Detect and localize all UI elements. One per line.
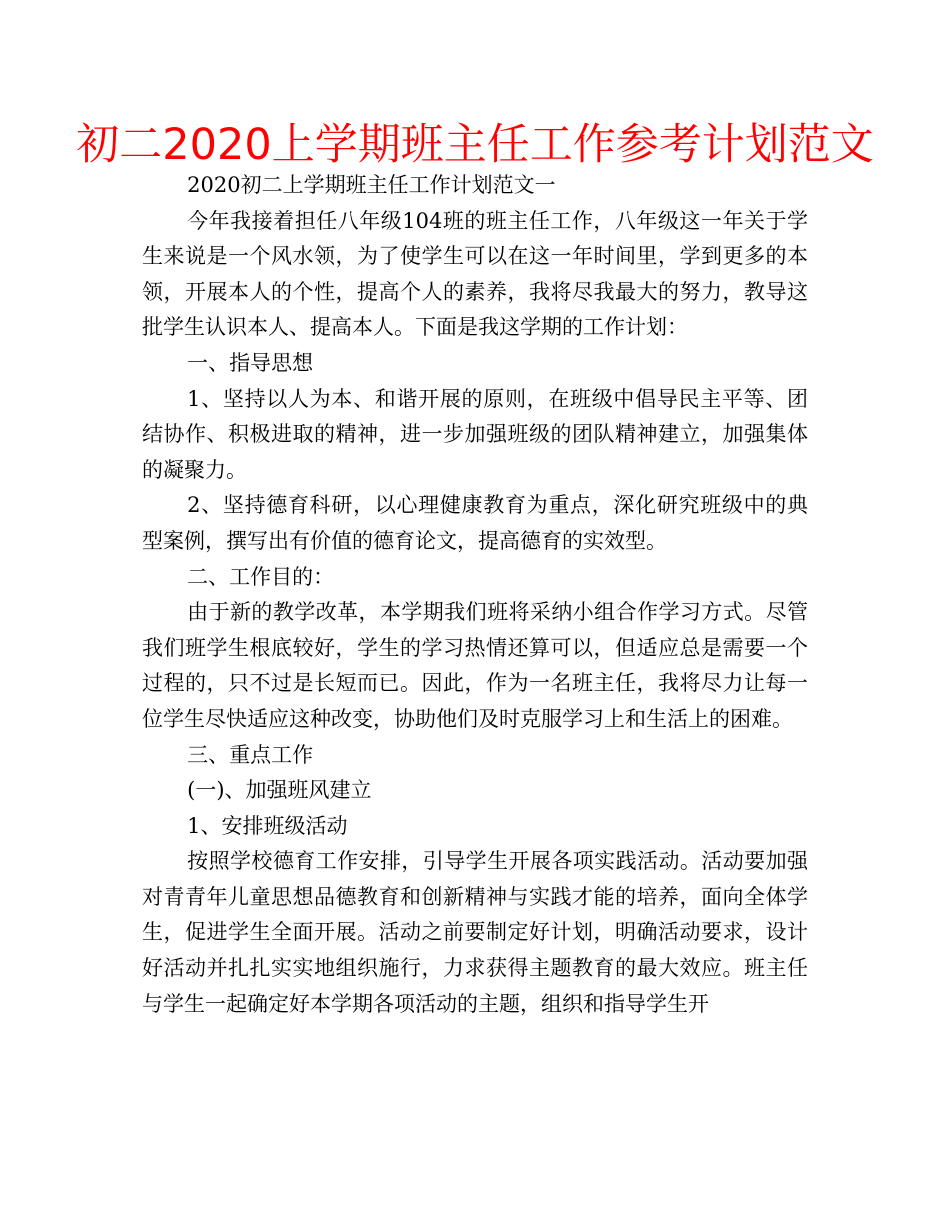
guiding-point-1: 1、坚持以人为本、和谐开展的原则，在班级中倡导民主平等、团结协作、积极进取的精神，进一步加强班级的团队精神建立，加强集体的凝聚力。 (142, 386, 808, 482)
subheading-class-style: (一)、加强班风建立 (187, 778, 372, 803)
subheading-class-activities: 1、安排班级活动 (187, 813, 348, 838)
work-goals-paragraph: 由于新的教学改革，本学期我们班将采纳小组合作学习方式。尽管我们班学生根底较好，学生的学习热情还算可以，但适应总是需要一个过程的，只不过是长短而已。因此，作为一名班主任，我将尽力让每一位学生尽快适应这种改变，协助他们及时克服学习上和生活上的困难。 (142, 600, 808, 731)
document-body (142, 168, 808, 1022)
heading-key-work: 三、重点工作 (187, 742, 314, 767)
heading-guiding-ideology: 一、指导思想 (187, 350, 314, 375)
section-subtitle: 2020初二上学期班主任工作计划范文一 (187, 173, 556, 197)
activities-paragraph: 按照学校德育工作安排，引导学生开展各项实践活动。活动要加强对青青年儿童思想品德教育和创新精神与实践才能的培养，面向全体学生，促进学生全面开展。活动之前要制定好计划，明确活动要求，设计好活动并扎扎实实地组织施行，力求获得主题教育的最大效应。班主任与学生一起确定好本学期各项活动的主题，组织和指导学生开 (142, 849, 808, 1016)
heading-work-goals: 二、工作目的： (187, 564, 335, 589)
intro-paragraph: 今年我接着担任八年级104班的班主任工作，八年级这一年关于学生来说是一个风水领，为了使学生可以在这一年时间里，学到更多的本领，开展本人的个性，提高个人的素养，我将尽我最大的努力，教导这批学生认识本人、提高本人。下面是我这学期的工作计划： (142, 208, 808, 340)
guiding-point-2: 2、坚持德育科研，以心理健康教育为重点，深化研究班级中的典型案例，撰写出有价值的德育论文，提高德育的实效型。 (142, 493, 808, 553)
document-title: 初二2020上学期班主任工作参考计划范文 (76, 120, 874, 170)
